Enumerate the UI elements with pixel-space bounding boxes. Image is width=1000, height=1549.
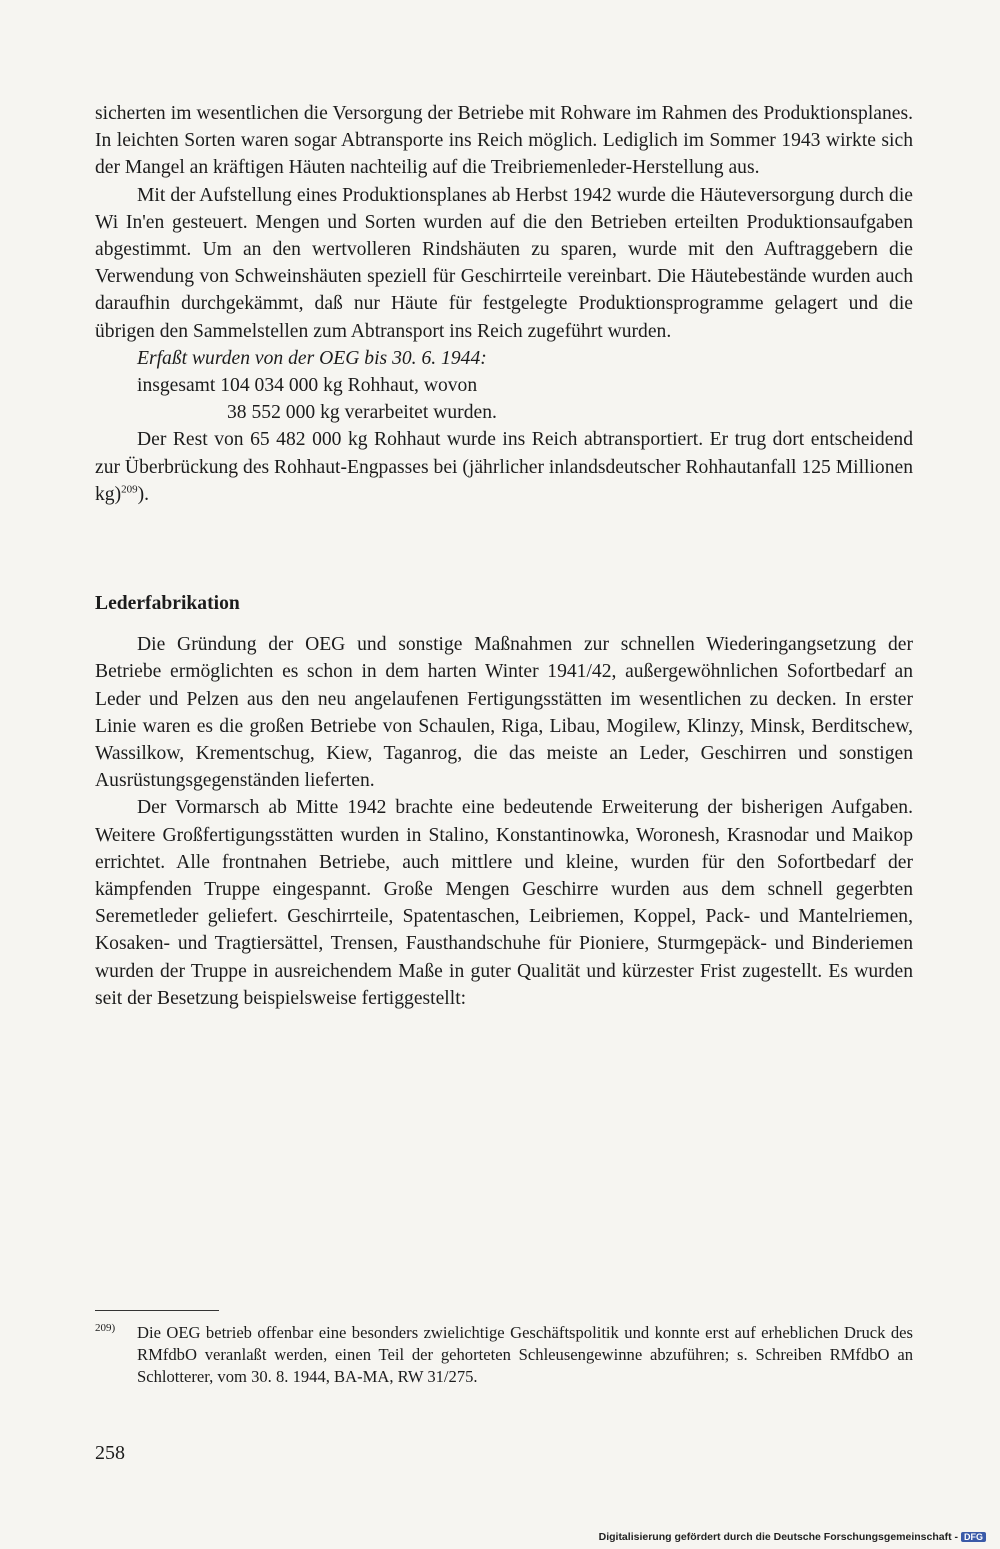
page-body [95,100,913,1012]
paragraph-3-text: Der Rest von 65 482 000 kg Rohhaut wurde ins Reich abtransportiert. Er trug dort entscheidend zur Überbrückung des Rohhaut-Engpasses bei (jährlicher inlandsdeutscher Rohhautanfall 125 Millionen kg) [95,429,913,505]
statistics-line-1: insgesamt 104 034 000 kg Rohhaut, wovon [137,375,478,397]
section-heading: Lederfabrikation [95,593,240,615]
footnote: 209) Die OEG betrieb offenbar eine besonders zwielichtige Geschäftspolitik und konnte erst auf erheblichen Druck des RMfdbO veranlaßt werden, einen Teil der gehorteten Schleusengewinne abzuführen; s. Schreiben RMfdbO an Schlotterer, vom 30. 8. 1944, BA-MA, RW 31/275. [95,1322,913,1386]
funding-notice [599,1531,986,1543]
footnote-text: Die OEG betrieb offenbar eine besonders zwielichtige Geschäftspolitik und konnte erst auf erheblichen Druck des RMfdbO veranlaßt werden, einen Teil der gehorteten Schleusengewinne abzuführen; s. Schreiben RMfdbO an Schlotterer, vom 30. 8. 1944, BA-MA, RW 31/275. [137,1323,913,1386]
paragraph-3 [95,426,913,508]
statistics-line-2: 38 552 000 kg verarbeitet wurden. [227,402,497,424]
statistics-heading: Erfaßt wurden von der OEG bis 30. 6. 1944: [137,347,487,369]
page-number: 258 [95,1442,125,1464]
dfg-logo-icon: DFG [961,1532,986,1542]
footnote-reference: 209 [121,483,138,496]
paragraph-2: Mit der Aufstellung eines Produktionsplanes ab Herbst 1942 wurde die Häuteversorgung durch die Wi In'en gesteuert. Mengen und Sorten wurden auf die den Betrieben erteilten Produktionsaufgaben abgestimmt. Um an den wertvolleren Rindshäuten zu sparen, wurde mit den Auftraggebern die Verwendung von Schweinshäuten speziell für Geschirrteile vereinbart. Die Häutebestände wurden auch daraufhin durchgekämmt, daß nur Häute für festgelegte Produktionsprogramme gelagert und die übrigen den Sammelstellen zum Abtransport ins Reich zugeführt wurden. [95,184,913,342]
paragraph-1: sicherten im wesentlichen die Versorgung der Betriebe mit Rohware im Rahmen des Produktionsplanes. In leichten Sorten waren sogar Abtransporte ins Reich möglich. Lediglich im Sommer 1943 wirkte sich der Mangel an kräftigen Häuten nachteilig auf die Treibriemenleder-Herstellung aus. [95,103,913,179]
paragraph-3-end: ). [137,483,150,505]
paragraph-5: Der Vormarsch ab Mitte 1942 brachte eine bedeutende Erweiterung der bisherigen Aufgaben. Weitere Großfertigungsstätten wurden in Stalino, Konstantinowka, Woronesh, Krasnodar und Maikop errichtet. Alle frontnahen Betriebe, auch mittlere und kleine, wurden für den Sofortbedarf der kämpfenden Truppe eingespannt. Große Mengen Geschirre wurden aus dem schnell gegerbten Seremetleder geliefert. Geschirrteile, Spatentaschen, Leibriemen, Koppel, Pack- und Mantelriemen, Kosaken- und Tragtiersättel, Trensen, Fausthandschuhe für Pioniere, Sturmgepäck- und Binderiemen wurden der Truppe in ausreichendem Maße in guter Qualität und kürzester Frist zugestellt. Es wurden seit der Besetzung beispielsweise fertiggestellt: [95,797,913,1009]
footnote-divider [95,1310,219,1311]
paragraph-4: Die Gründung der OEG und sonstige Maßnahmen zur schnellen Wiederingangsetzung der Betriebe ermöglichten es schon in dem harten Winter 1941/42, außergewöhnlichen Sofortbedarf an Leder und Pelzen aus den neu angelaufenen Fertigungsstätten im wesentlichen zu decken. In erster Linie waren es die großen Betriebe von Schaulen, Riga, Libau, Mogilew, Klinzy, Minsk, Berditschew, Wassilkow, Krementschug, Kiew, Taganrog, die das meiste an Leder, Geschirren und sonstigen Ausrüstungsgegenständen lieferten. [95,634,913,792]
funding-text: Digitalisierung gefördert durch die Deutsche Forschungsgemeinschaft - [598,1531,958,1543]
